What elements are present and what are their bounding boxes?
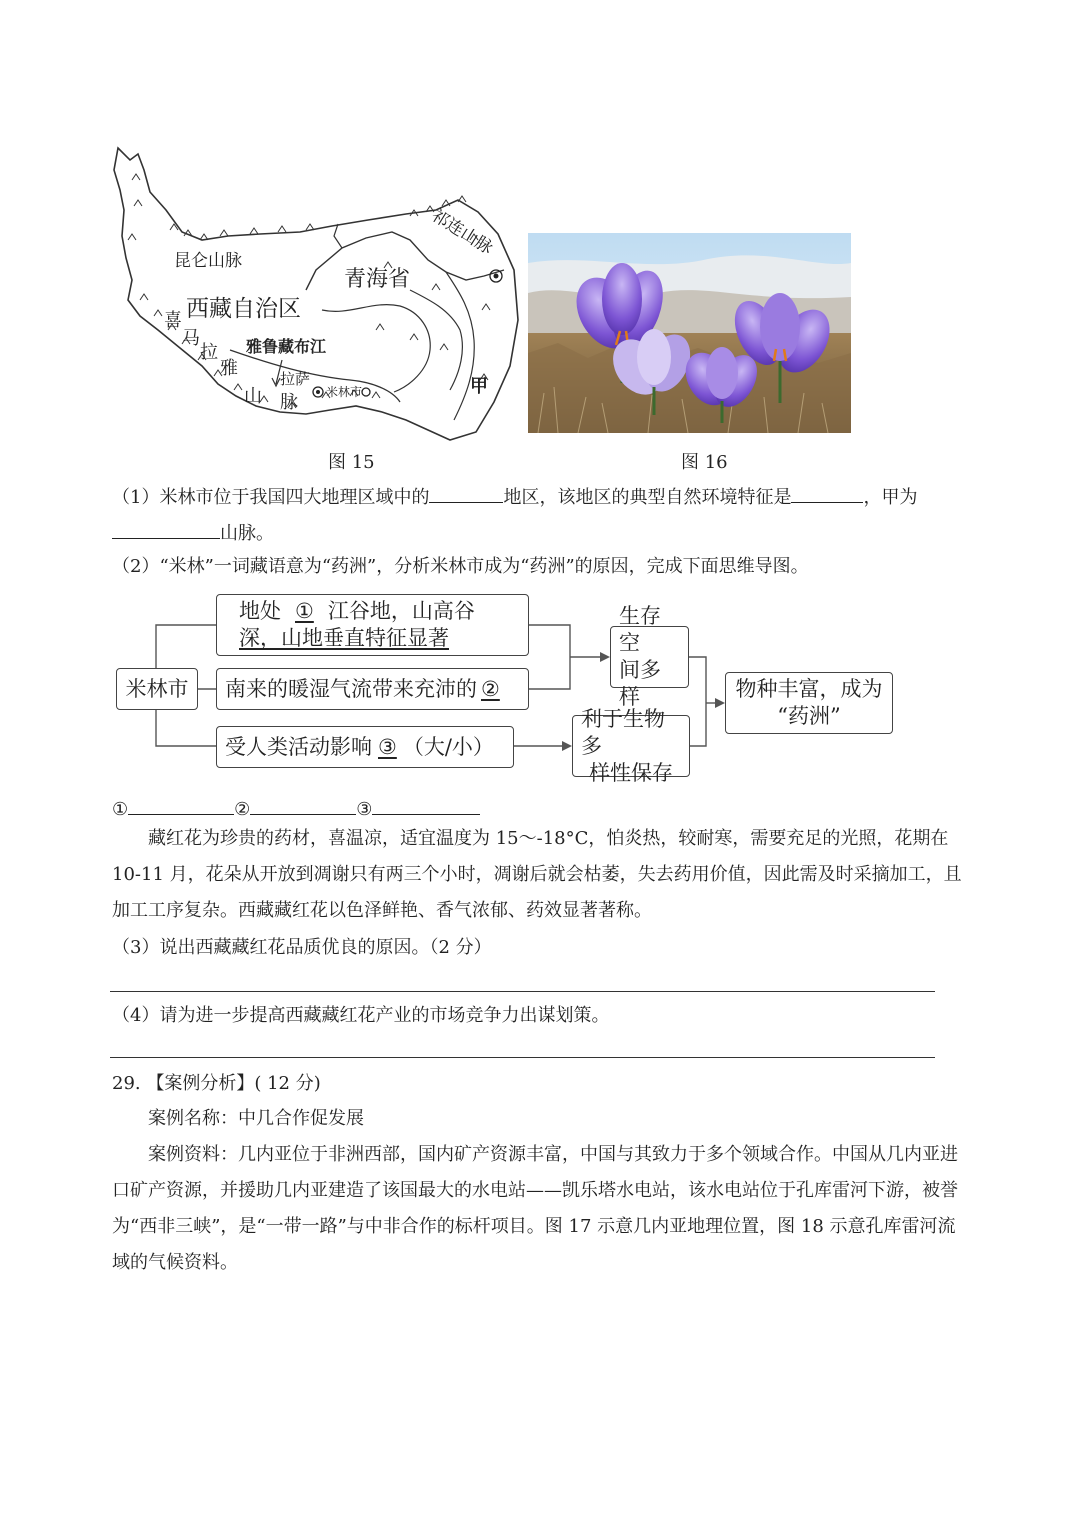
- mindmap-blank-3[interactable]: ③: [378, 734, 397, 759]
- label-himalaya-4: 雅: [220, 358, 238, 379]
- question-29-title: 29. 【案例分析】( 12 分): [112, 1073, 321, 1094]
- label-lasa: 拉萨: [280, 370, 311, 388]
- label-kunlun: 昆仑山脉: [174, 251, 242, 271]
- label-yarlung: 雅鲁藏布江: [246, 337, 327, 356]
- answer-blank-row-3[interactable]: [372, 796, 480, 815]
- question-1-line-2: 山脉。: [112, 520, 274, 545]
- mindmap-end-box: 物种丰富，成为 “药洲”: [725, 672, 893, 734]
- label-himalaya-5: 山: [244, 386, 262, 407]
- answer-line-q4[interactable]: [110, 1057, 935, 1058]
- label-qilian: 祁连山脉: [427, 205, 497, 259]
- label-himalaya-1: 喜: [164, 310, 182, 331]
- label-himalaya-3: 拉: [200, 342, 218, 363]
- mindmap-blank-1[interactable]: ①: [295, 599, 314, 623]
- mindmap-middle-space: 生存空 间多样: [610, 626, 689, 688]
- question-29-case-name: 案例名称：中几合作促发展: [148, 1108, 364, 1129]
- mindmap-branch-terrain: 地处 ① 江谷地，山高谷 深，山地垂直特征显著: [216, 594, 529, 656]
- answer-blanks-row: ① ② ③: [112, 796, 480, 821]
- label-milin: 米林市: [326, 385, 363, 399]
- figure-16-caption: 图 16: [681, 452, 728, 473]
- mindmap-branch-airflow: 南来的暖湿气流带来充沛的 ②: [216, 668, 529, 710]
- answer-line-q3[interactable]: [110, 991, 935, 992]
- question-4-text: （4）请为进一步提高西藏藏红花产业的市场竞争力出谋划策。: [112, 1005, 610, 1026]
- question-1-line-1: （1）米林市位于我国四大地理区域中的 地区，该地区的典型自然环境特征是 ，甲为: [112, 484, 917, 509]
- mindmap-middle-biodiversity: 利于生物多 样性保存: [572, 715, 690, 777]
- mindmap-blank-2[interactable]: ②: [481, 676, 500, 701]
- mindmap-root-label: 米林市: [125, 676, 189, 701]
- answer-blank-row-2[interactable]: [250, 796, 356, 815]
- label-qinghai: 青海省: [344, 267, 411, 292]
- figure-15-caption: 图 15: [328, 452, 375, 473]
- crocus-paragraph: 藏红花为珍贵的药材，喜温凉，适宜温度为 15～-18°C，怕炎热，较耐寒，需要充足的光照，花期在 10-11 月，花朵从开放到凋谢只有两三个小时，凋谢后就会枯萎，失去药用价值，因此需及时采摘加工，且加工工序复杂。西藏藏红花以色泽鲜艳、香气浓郁、药效显著著称。: [112, 828, 962, 921]
- question-3-text: （3）说出西藏藏红花品质优良的原因。（2 分）: [112, 937, 492, 958]
- answer-blank-row-1[interactable]: [128, 796, 234, 815]
- label-himalaya-6: 脉: [280, 392, 298, 413]
- question-29-material: 案例资料：几内亚位于非洲西部，国内矿产资源丰富，中国与其致力于多个领域合作。中国从几内亚进口矿产资源，并援助几内亚建造了该国最大的水电站——凯乐塔水电站，该水电站位于孔库雷河下游，被誉为“西非三峡”，是“一带一路”与中非合作的标杆项目。图 17 示意几内亚地理位置，图 18 示意孔库雷河流域的气候资料。: [112, 1144, 958, 1273]
- label-xizang: 西藏自治区: [186, 296, 301, 322]
- mindmap-root-box: [116, 668, 198, 710]
- question-2-text: （2）“米林”一词藏语意为“药洲”，分析米林市成为“药洲”的原因，完成下面思维导图。: [112, 556, 809, 577]
- label-himalaya-2: 马: [182, 328, 200, 349]
- mindmap-branch-human: 受人类活动影响 ③ （大/小）: [216, 726, 514, 768]
- label-jia: 甲: [470, 376, 488, 397]
